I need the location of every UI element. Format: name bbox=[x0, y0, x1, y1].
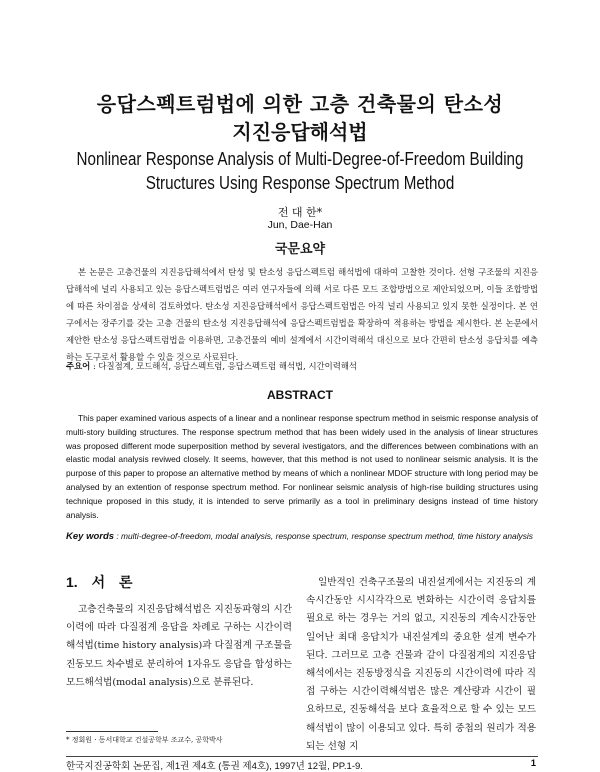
author-footnote: * 정회원 · 동서대학교 건설공학부 조교수, 공학박사 bbox=[66, 736, 223, 744]
title-korean-line1: 응답스펙트럼법에 의한 고층 건축물의 탄소성 bbox=[96, 92, 504, 116]
author-korean: 전 대 한* bbox=[277, 206, 323, 219]
abstract-english-body: This paper examined various aspects of a linear and a nonlinear response spectrum method in seismic response analysis of multi-story building structures. The response spectrum method that has been widely used in the analysis of linear structures was proposed different mode superposition method by several ivestigators, and the differences between combinations with an elastic modal analysis reviwed closely. It seems, however, that this method is not used to nonlinear seismic analysis. It is the purpose of this paper to propose an alternative method by means of which a nonlinear MDOF structure with long period may be analysed by an extention of response spectrum method. For nonlinear seismic analysis of high-rise building structures using technique proposed in this study, it is intended to serve primarily as a tool in preliminary designs instead of time history analysis. bbox=[66, 413, 538, 520]
abstract-korean-heading: 국문요약 bbox=[274, 242, 326, 257]
footnote-divider bbox=[66, 731, 158, 732]
keywords-korean-text: : 다질점계, 모드해석, 응답스펙트럼, 응답스펙트럼 해석법, 시간이력해석 bbox=[92, 361, 358, 371]
title-korean-line2: 지진응답해석법 bbox=[232, 120, 368, 144]
keywords-korean bbox=[66, 360, 538, 372]
footer-divider bbox=[66, 756, 538, 757]
left-column-body: 고층건축물의 지진응답해석법은 지진동파형의 시간이력에 따라 다질점계 응답을 차례로 구하는 시간이력해석법(time history analysis)과 다질점계 구조물을 진동모드 차수별로 분리하여 1자유도 응답을 합성하는 모드해석법(modal analysis)으로 분류된다. bbox=[66, 604, 292, 688]
abstract-korean-body: 본 논문은 고층건물의 지진응답해석에서 탄성 및 탄소성 응답스펙트럼 해석법에 대하여 고찰한 것이다. 선형 구조물의 지진응답해석에 널리 사용되고 있는 응답스펙트럼법은 여러 연구자들에 의해 서로 다른 모드 조합방법으로 제안되었으며, 이들 조합방법에 따른 차이점을 상세히 검토하였다. 탄소성 지진응답해석에서 응답스펙트럼법은 아직 널리 사용되고 있지 못한 실정이다. 본 연구에서는 장주기를 갖는 고층 건물의 탄소성 지진응답해석에 응답스펙트럼법을 확장하여 적용하는 방법을 제시한다. 본 논문에서 제안한 탄소성 응답스펙트럼법을 이용하면, 고층건물의 예비 설계에서 시간이력해석 대신으로 보다 간편히 탄소성 응답치를 예측하는 도구로서 활용할 수 있을 것으로 사료된다. bbox=[66, 267, 538, 362]
keywords-english bbox=[66, 530, 538, 543]
keywords-english-text: : multi-degree-of-freedom, modal analysis, response spectrum, response spectrum method, time history analysis bbox=[116, 531, 533, 541]
abstract-english-heading: ABSTRACT bbox=[267, 388, 333, 402]
page-number: 1 bbox=[530, 758, 536, 769]
title-english-line2: Structures Using Response Spectrum Method bbox=[145, 172, 455, 193]
keywords-korean-label: 주요어 bbox=[66, 361, 91, 371]
section-1-heading: 1. 서 론 bbox=[66, 574, 133, 590]
keywords-english-label: Key words bbox=[66, 531, 115, 542]
right-column-body: 일반적인 건축구조물의 내진설계에서는 지진동의 계속시간동안 시시각각으로 변화하는 시간이력 응답치를 필요로 하는 경우는 거의 없고, 지진동의 계속시간동안 일어난 최대 응답치가 내진설계의 중요한 설계 변수가 된다. 그러므로 고층 건물과 같이 다질점계의 지진응답해석에서는 진동방정식을 지진동의 시간이력에 따라 직접 구하는 시간이력해석법은 많은 계산량과 시간이 필요하므로, 진동해석을 보다 효율적으로 할 수 있는 모드해석법이 많이 이용되고 있다. 특히 중첩의 원리가 적용되는 선형 지 bbox=[306, 577, 536, 752]
author-english: Jun, Dae-Han bbox=[267, 219, 333, 231]
title-english-line1: Nonlinear Response Analysis of Multi-Degree-of-Freedom Building bbox=[76, 148, 524, 169]
journal-citation-footer: 한국지진공학회 논문집, 제1권 제4호 (통권 제4호), 1997년 12월, PP.1-9. bbox=[66, 761, 363, 772]
